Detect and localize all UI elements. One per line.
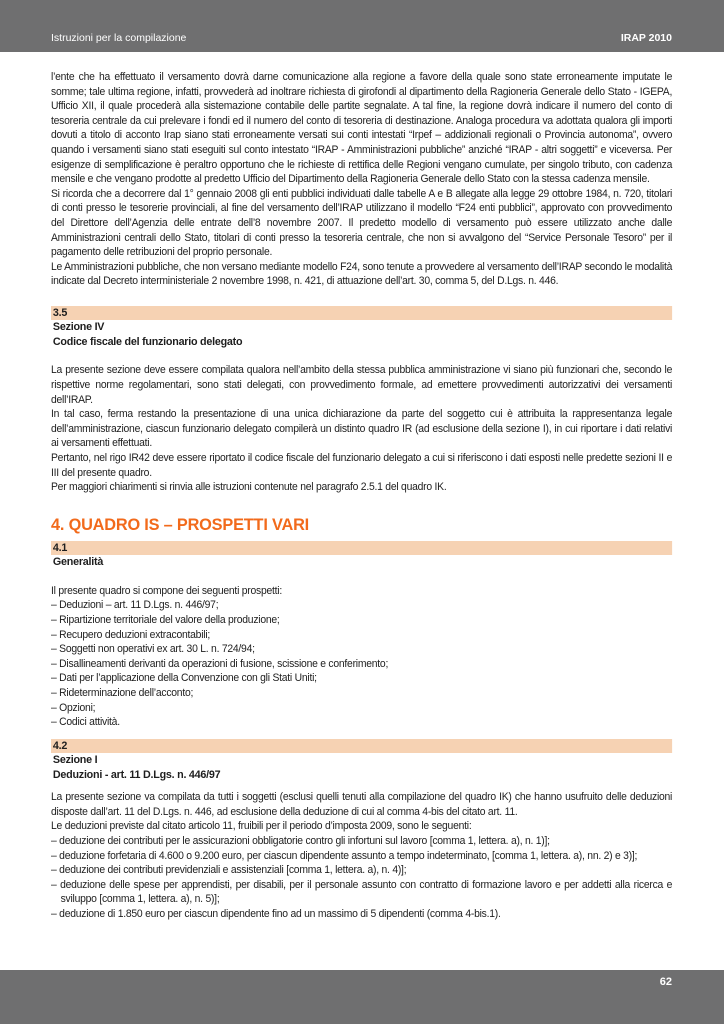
list-item: – deduzione forfetaria di 4.600 o 9.200 euro, per ciascun dipendente assunto a tempo indeterminato, [comma 1, lettera. a), nn. 2) e 3)]; (51, 849, 638, 862)
page-header-bar (0, 0, 724, 52)
list-item: – deduzione dei contributi per le assicurazioni obbligatorie contro gli infortuni sul lavoro [comma 1, lettera. a), n. 1)]; (51, 834, 550, 847)
list-item: – Rideterminazione dell’acconto; (51, 686, 194, 699)
list-item: – Ripartizione territoriale del valore della produzione; (51, 613, 280, 626)
section-subtitle: Codice fiscale del funzionario delegato (52, 335, 243, 348)
list-item: – deduzione delle spese per apprendisti, per disabili, per il personale assunto con contratto di formazione lavoro e per addetti alla ricerca e sviluppo [comma 1, lettera. a), n. 5)]; (51, 878, 673, 906)
section-number: 4.1 (51, 541, 672, 556)
section-title: Generalità (52, 556, 104, 569)
section-number: 3.5 (51, 306, 672, 321)
list-item: – Opzioni; (51, 701, 96, 714)
list-item: – Deduzioni – art. 11 D.Lgs. n. 446/97; (51, 599, 219, 612)
list-item: – Disallineamenti derivanti da operazioni di fusione, scissione e conferimento; (51, 657, 389, 670)
section-paragraph: La presente sezione deve essere compilata qualora nell’ambito della stessa pubblica amministrazione vi siano più funzionari che, secondo le rispettive norme regolamentari, sono stati delegati, con provvedimento formale, ad emettere provvedimenti autorizzativi dei versamenti dell’IRAP. (51, 364, 673, 406)
list-item: – deduzione dei contributi previdenziali e assistenziali [comma 1, lettera. a), n. 4)]; (51, 864, 407, 877)
list-item: – Dati per l’applicazione della Convenzione con gli Stati Uniti; (51, 672, 317, 685)
header-section-title: Istruzioni per la compilazione (51, 32, 187, 44)
header-document-title: IRAP 2010 (620, 32, 672, 44)
section-number: 4.2 (51, 739, 672, 754)
list-item: – deduzione di 1.850 euro per ciascun dipendente fino ad un massimo di 5 dipendenti (comma 4-bis.1). (51, 907, 501, 920)
section-subtitle: Deduzioni - art. 11 D.Lgs. n. 446/97 (52, 768, 221, 781)
chapter-title: 4. QUADRO IS – PROSPETTI VARI (51, 514, 310, 534)
page-content (51, 70, 672, 922)
section-paragraph: Le deduzioni previste dal citato articolo 11, fruibili per il periodo d’imposta 2009, sono le seguenti: (51, 820, 472, 833)
page-footer-bar (0, 970, 724, 1024)
section-paragraph: La presente sezione va compilata da tutti i soggetti (esclusi quelli tenuti alla compilazione del quadro IK) che hanno usufruito delle deduzioni disposte dall’art. 11 del D.Lgs. n. 446, ad esclusione della deduzione di cui al comma 4-bis del citato art. 11. (51, 791, 673, 818)
prospetti-list (51, 598, 672, 729)
list-item: – Recupero deduzioni extracontabili; (51, 628, 211, 641)
section-title: Sezione IV (52, 321, 105, 334)
section-paragraph: Per maggiori chiarimenti si rinvia alle istruzioni contenute nel paragrafo 2.5.1 del quadro IK. (51, 481, 447, 494)
intro-paragraph: Si ricorda che a decorrere dal 1° gennaio 2008 gli enti pubblici individuati dalle tabelle A e B allegate alla legge 29 ottobre 1984, n. 720, titolari di conti presso le tesorerie provinciali, al fine del versamento dell’IRAP utilizzano il modello “F24 enti pubblici”, approvato con provvedimento del Direttore dell’Agenzia delle entrate dell’8 novembre 2007. Il predetto modello di versamento può essere utilizzato anche dalle Amministrazioni centrali dello Stato, titolari di conti presso la tesoreria centrale, che non si avvalgono del “Service Personale Tesoro” per il pagamento delle retribuzioni del proprio personale. (51, 187, 673, 259)
section-heading-4-1 (51, 541, 672, 570)
intro-paragraph: Le Amministrazioni pubbliche, che non versano mediante modello F24, sono tenute a provvedere al versamento dell’IRAP secondo le modalità indicate dal Decreto interministeriale 2 novembre 1998, n. 421, di attuazione dell’art. 30, comma 5, del D.Lgs. n. 446. (51, 260, 673, 288)
section-paragraph: Pertanto, nel rigo IR42 deve essere riportato il codice fiscale del funzionario delegato a cui si riferiscono i dati esposti nelle predette sezioni II e III del presente quadro. (51, 451, 673, 479)
section-heading-3-5 (51, 306, 672, 350)
section-paragraph: In tal caso, ferma restando la presentazione di una unica dichiarazione da parte del soggetto cui è attribuita la rappresentanza legale dell’amministrazione, ciascun funzionario delegato compilerà un distinto quadro IR (ad esclusione della sezione I), in cui riportare i dati relativi ai versamenti effettuati. (51, 408, 673, 450)
section-paragraph: Il presente quadro si compone dei seguenti prospetti: (51, 584, 283, 597)
section-title: Sezione I (52, 754, 98, 767)
list-item: – Soggetti non operativi ex art. 30 L. n. 724/94; (51, 643, 255, 656)
deduzioni-list (51, 834, 672, 922)
list-item: – Codici attività. (51, 716, 120, 729)
page-number: 62 (659, 976, 672, 988)
intro-paragraph: l’ente che ha effettuato il versamento dovrà darne comunicazione alla regione a favore della quale sono state erroneamente imputate le somme; tale ultima regione, infatti, provvederà ad inoltrare richiesta di girofondi al dipartimento della Ragioneria Generale dello Stato - IGEPA, Ufficio XII, il quale procederà alla sistemazione contabile delle partite segnalate. A tal fine, la regione dovrà indicare il numero del conto di tesoreria centrale da cui prelevare i fondi ed il numero del conto di tesoreria di destinazione. Analoga procedura va adottata qualora gli importi dovuti a titolo di acconto Irap siano stati erroneamente versati sui conti intestati “Irpef – addizionali regionali o Provincia autonoma”, ovvero quando i versamenti siano stati eseguiti sul conto intestato “IRAP - Amministrazioni pubbliche” anziché “IRAP - altri soggetti” e viceversa. Per esigenze di semplificazione è peraltro opportuno che le richieste di rettifica delle Regioni vengano cumulate, per singolo tributo, con cadenza mensile e che vengano prodotte al predetto Ufficio del Dipartimento della Ragioneria Generale dello Stato con la stessa cadenza mensile. (51, 71, 673, 186)
section-heading-4-2 (51, 739, 672, 783)
